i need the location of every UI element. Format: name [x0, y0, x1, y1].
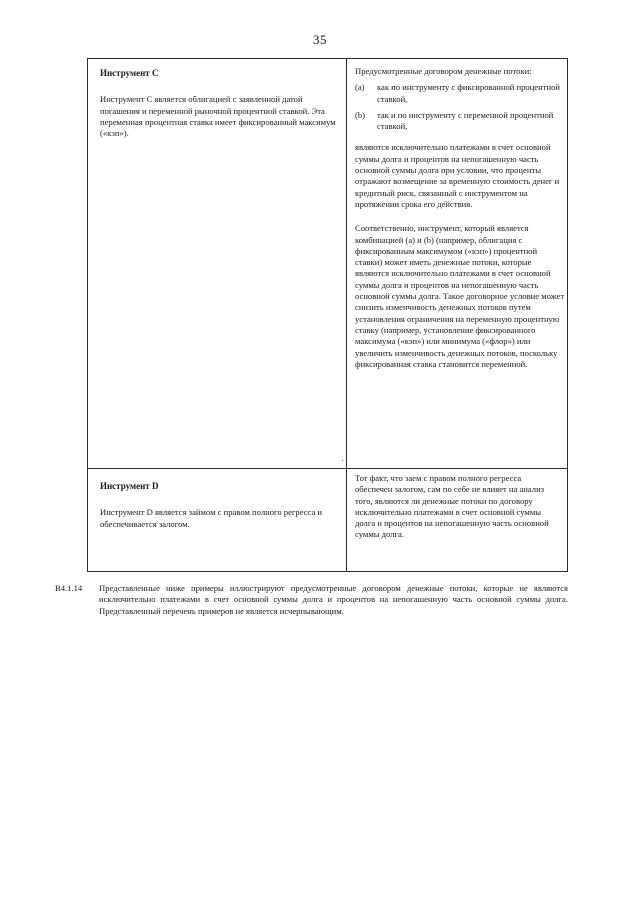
list-item-marker: (b): [355, 109, 366, 120]
table-column-divider: [346, 59, 347, 571]
list-item: [355, 82, 565, 105]
instrument-c-analysis-conclusion: являются исключительно платежами в счет основной суммы долга и процентов на непогашенную часть основной суммы долга при условии, что проценты отражают возмещение за временную стоимость денег и кредитный риск, связанный с инструментом на протяжении срока его действия.: [355, 142, 560, 209]
instrument-c-analysis-explanation: Соответственно, инструмент, который является комбинацией (a) и (b) (например, облигация с фиксированным максимумом («кэп») процентной ставки) может иметь денежные потоки, которые являются исключительно платежами в счет основной суммы долга и процентов на непогашенную часть основной суммы долга. Такое договорное условие может снизить изменчивость денежных потоков путем установления ограничения на переменную процентную ставку (например, установление фиксированного максимума («кэп») или минимума («флор») или увеличить изменчивость денежных потоков, поскольку фиксированная ставка становится переменной.: [355, 223, 565, 369]
scan-speck: [342, 460, 343, 461]
instrument-c-description: Инструмент C является облигацией с заявленной датой погашения и переменной рыночной процентной ставкой. Эта переменная процентная ставка имеет фиксированный максимум («кэп»).: [100, 94, 336, 139]
instrument-c-title: Инструмент C: [100, 68, 159, 78]
instrument-c-analysis-cell: [355, 66, 565, 370]
instruments-table: [87, 58, 568, 572]
instrument-d-title: Инструмент D: [100, 481, 159, 491]
instrument-c-cell: [100, 68, 336, 139]
instrument-c-analysis-intro: Предусмотренные договором денежные потоки:: [355, 66, 532, 76]
list-item-marker: (a): [355, 82, 365, 93]
page-number: 35: [313, 32, 327, 47]
table-row-divider: [88, 468, 567, 469]
paragraph-b4-1-14: [55, 583, 568, 617]
paragraph-text: Представленные ниже примеры иллюстрируют предусмотренные договором денежные потоки, которые не являются исключительно платежами в счет основной суммы долга и процентов на непогашенную часть основной суммы долга. Представленный перечень примеров не является исчерпывающим.: [99, 583, 568, 616]
list-item-text: как по инструменту с фиксированной процентной ставкой,: [377, 82, 560, 104]
paragraph-number: B4.1.14: [55, 583, 83, 593]
list-item-text: так и по инструменту с переменной процентной ставкой,: [377, 109, 554, 132]
instrument-d-analysis: Тот факт, что заем с правом полного регресса обеспечен залогом, сам по себе не влияет на анализ того, являются ли денежные потоки по договору исключительно платежами в счет основной суммы долга и процентов на непогашенную часть основной суммы долга.: [355, 473, 549, 540]
instrument-d-cell: [100, 481, 336, 530]
instrument-d-analysis-cell: [355, 473, 555, 541]
instrument-d-description: Инструмент D является займом с правом полного регресса и обеспечивается залогом.: [100, 507, 323, 529]
list-item: [355, 110, 565, 133]
